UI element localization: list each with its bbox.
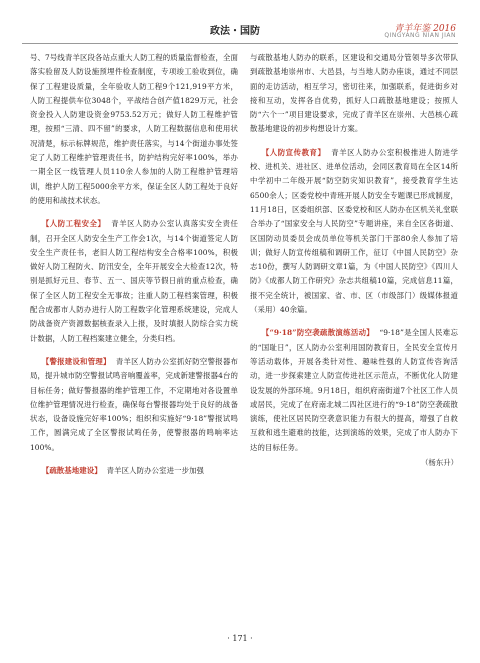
paragraph [250,326,458,455]
paragraph [30,464,238,478]
section-heading: 【人防工程安全】 [41,219,106,229]
book-title: 青羊年鉴 2016 [394,24,456,34]
signature-row [250,455,458,471]
paragraph [30,355,238,455]
paragraph-text: 青羊区人防办公室积极推进人防进学校、进机关、进社区、进单位活动，会同区教育局在全区14所中学初中二年级开展“防空防灾知识教育”，接受教育学生达6500余人；区委党校中青班开展人防安全专题课已形成制度，11月18日，区委组织部、区委党校和区人防办在区机关礼堂联合举办了“国家安全与人民防空”专题讲座，来自全区各街道、区国防动员委员会成员单位等机关部门干部80余人参加了培训；做好人防宣传组稿和调研工作，征订《中国人民防空》杂志10份，撰写人防调研文章1篇，为《中国人民防空》《四川人防》《成都人防工作研究》杂志共组稿10篇，完成信息11篇，报不完全统计，被国家、省、市、区（市级部门）级媒体报道（采用）40余篇。 [250,147,458,315]
section-heading: 【疏散基地建设】 [41,466,102,476]
author-signature: （杨东升） [421,458,458,468]
section-heading: 【人防宣传教育】 [261,147,326,157]
paragraph-text: 与疏散基地人防办的联系，区建设和交通局分管领导多次带队到疏散基地崇州市、大邑县，与当地人防办座谈，通过不同层面的走访活动，相互学习，密切往来，加强联系，促进街乡对接和互动，发挥各自优势，抓好人口疏散基地建设；按照人防“六个一”项目建设要求，完成了青羊区在崇州、大邑核心疏散基地建设的初步构想设计方案。 [250,53,458,134]
page-header [0,0,480,42]
paragraph [30,51,238,208]
paragraph [250,51,458,137]
left-column [30,51,238,478]
paragraph-text: 青羊区人防办公室进一步加强 [106,466,205,476]
section-heading: 【警报建设和管理】 [41,356,111,366]
book-title-pinyin: QINGYANG NIAN JIAN [384,32,456,39]
paragraph-text: 青羊区人防办公室认真落实安全责任制，召开全区人防安全生产工作会1次，与14个街道签定人防安全生产责任书，老旧人防工程结构安全合格率100%，积极做好人防工程防火、防汛安全，全年开展安全大检查12次，特别是抓好元旦、春节、五一、国庆等节假日前的重点检查，确保了全区人防工程安全无事故；注重人防工程档案管理，积极配合成都市人防办进行人防工程数字化管理系统建设，完成人防战备资产资源数据核查录入上报，及时填报人防综合实力统计数据，人防工程档案建立健全，分类归档。 [30,219,238,343]
section-heading: 【“9·18”防空袭疏散演练活动】 [261,328,375,338]
page-number: · 171 · [227,634,253,643]
paragraph [30,217,238,346]
paragraph-text: 青羊区人防办公室抓好防空警报器布局，提升城市防空警报试鸣音响覆盖率，完成新建警报器4台的目标任务；做好警报器的维护管理工作，不定期地对各设置单位维护管理情况进行检查，确保每台警报器均处于良好的战备状态，设备设施完好率100%；组织和实施好“9·18”警报试鸣工作，圆满完成了全区警报试鸣任务，使警报器的鸣响率达100%。 [30,356,238,452]
paragraph-text: 号、7号线青羊区段各站点重大人防工程的质量监督检查，全面落实验留及人防设施预埋件检查制度，专项竣工验收到位，确保了工程建设质量，全年验收人防工程9个121,919平方米，人防工程提供车位3048个，平战结合创产值1829万元，社会资金投入人防建设资金9753.52万元；做好人防工程维护管理，按照“三清、四不留”的要求，人防工程数据信息和使用状况清楚，标示标牌规范，维护责任落实，与14个街道办事处签定了人防工程维护管理责任书，防护结构完好率100%，举办一期全区一线管理人员110余人参加的人防工程维护管理培训，维护人防工程5000余平方米，保证全区人防工程处于良好的使用和战技术状态。 [30,53,238,205]
paragraph-text: “9·18”是全国人民难忘的“国耻日”，区人防办公室利用国防教育日，全民安全宣传月等活动载体，开展各类针对性、趣味性强的人防宣传咨询活动，进一步探索建立人防宣传进社区示范点，不断优化人防建设发展的外部环境。9月18日，组织府南街道7个社区工作人员或居民，完成了在府南北城二四社区进行的“9·18”防空袭疏散演练，使社区居民防空袭意识能力有很大的提高，增强了自救互救和逃生避难的技能，达到演练的效果，完成了市人防办下达的目标任务。 [250,328,458,452]
right-column [250,51,458,471]
section-title: 政法・国防 [210,26,260,37]
header-divider [22,43,458,44]
paragraph [250,146,458,318]
